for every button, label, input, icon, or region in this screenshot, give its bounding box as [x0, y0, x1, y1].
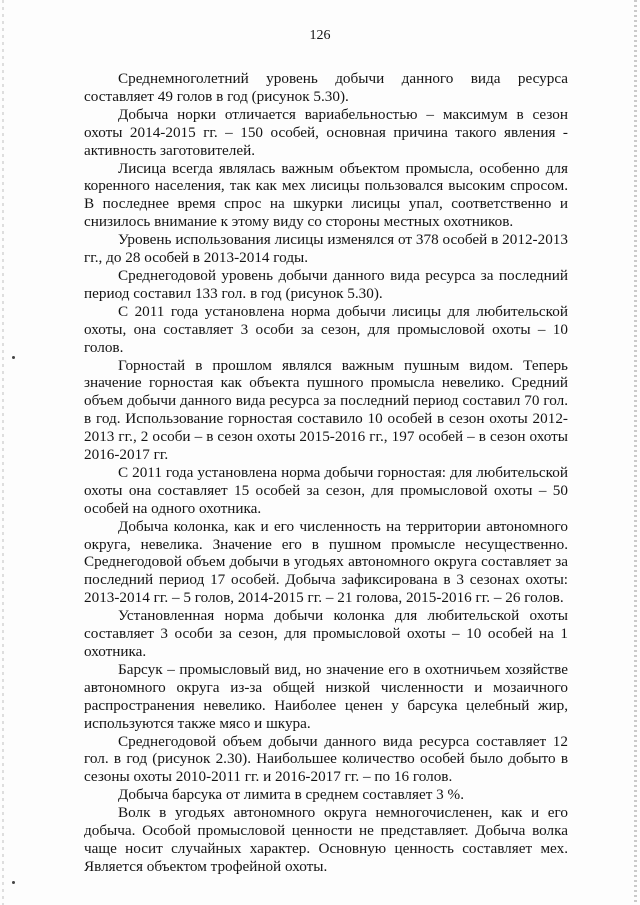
- paragraph: Среднегодовой объем добычи данного вида ресурса составляет 12 гол. в год (рисунок 2.30). Наибольшее количество особей было добыто в сезоны охоты 2010-2011 гг. и 2016-2017 гг. – по 16 голов.: [84, 732, 568, 786]
- paragraph: С 2011 года установлена норма добычи лисицы для любительской охоты, она составляет 3 особи за сезон, для промысловой охоты – 10 голов.: [84, 302, 568, 356]
- paragraph: Горностай в прошлом являлся важным пушным видом. Теперь значение горностая как объекта пушного промысла невелико. Средний объем добычи данного вида ресурса за последний период составил 70 гол. в год. Использование горностая составило 10 особей в сезон охоты 2012-2013 гг., 2 особи – в сезон охоты 2015-2016 гг., 197 особей – в сезон охоты 2016-2017 гг.: [84, 356, 568, 464]
- scan-speck: [12, 356, 15, 359]
- paragraph: Барсук – промысловый вид, но значение его в охотничьем хозяйстве автономного округа из-за общей низкой численности и мозаичного распространения невелико. Наиболее ценен у барсука целебный жир, используются также мясо и шкура.: [84, 660, 568, 732]
- paragraph: Добыча барсука от лимита в среднем составляет 3 %.: [118, 786, 464, 804]
- paragraph: Волк в угодьях автономного округа немногочисленен, как и его добыча. Особой промысловой ценности не представляет. Добыча волка чаще носит случайных характер. Основную ценность составляет мех. Является объектом трофейной охоты.: [84, 804, 568, 875]
- paragraph: Добыча колонка, как и его численность на территории автономного округа, невелика. Значение его в пушном промысле несущественно. Среднегодовой объем добычи в угодьях автономного округа составляет за последний период 17 особей. Добыча зафиксирована в 3 сезонах охоты: 2013-2014 гг. – 5 голов, 2014-2015 гг. – 21 голова, 2015-2016 гг. – 26 голов.: [84, 517, 568, 607]
- body-text: [84, 70, 568, 876]
- paragraph: Среднемноголетний уровень добычи данного вида ресурса составляет 49 голов в год (рисунок 5.30).: [84, 70, 568, 105]
- paragraph: Среднегодовой уровень добычи данного вида ресурса за последний период составил 133 гол. в год (рисунок 5.30).: [84, 266, 568, 302]
- scan-edge-left: [2, 0, 4, 905]
- scan-speck: [12, 881, 15, 884]
- paragraph: Лисица всегда являлась важным объектом промысла, особенно для коренного населения, так как мех лисицы пользовался высоким спросом. В последнее время спрос на шкурки лисицы упал, соответственно и снизилось внимание к этому виду со стороны местных охотников.: [84, 159, 568, 231]
- paragraph: Добыча норки отличается вариабельностью – максимум в сезон охоты 2014-2015 гг. – 150 особей, основная причина такого явления - активность заготовителей.: [84, 105, 568, 159]
- paragraph: Уровень использования лисицы изменялся от 378 особей в 2012-2013 гг., до 28 особей в 2013-2014 годы.: [84, 231, 568, 267]
- paragraph: Установленная норма добычи колонка для любительской охоты составляет 3 особи за сезон, для промысловой охоты – 10 особей на 1 охотника.: [84, 607, 568, 660]
- scan-edge-right: [634, 0, 637, 905]
- page-number: 126: [309, 28, 331, 43]
- paragraph: С 2011 года установлена норма добычи горностая: для любительской охоты она составляет 15 особей за сезон, для промысловой охоты – 50 особей на одного охотника.: [84, 463, 568, 517]
